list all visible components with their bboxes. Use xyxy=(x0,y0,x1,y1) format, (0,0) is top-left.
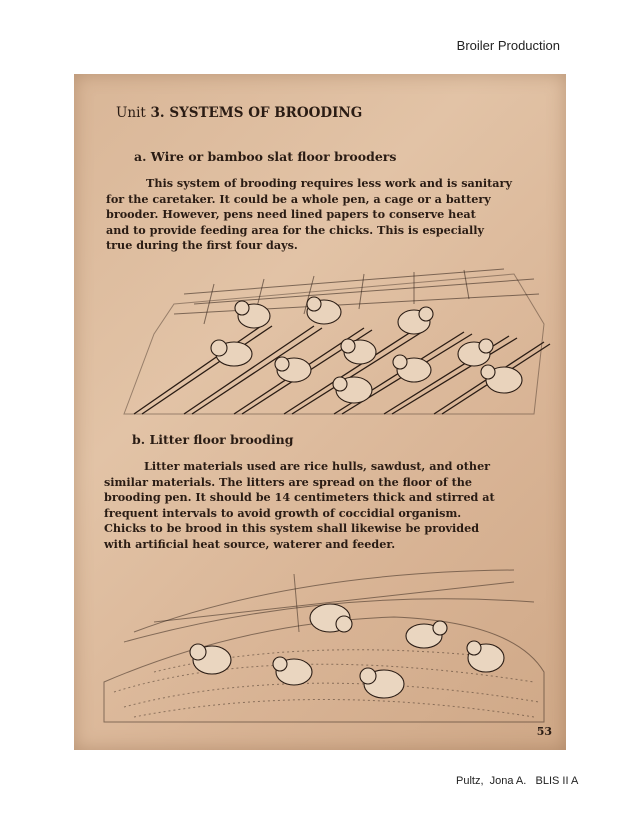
paragraph-line: Litter materials used are rice hulls, sawdust, and other xyxy=(144,459,491,473)
unit-title: 3. SYSTEMS OF BROODING xyxy=(150,105,363,121)
paragraph-line: with artificial heat source, waterer and feeder. xyxy=(104,536,396,551)
paragraph-line: brooder. However, pens need lined papers to conserve heat xyxy=(106,207,476,222)
paragraph-line: brooding pen. It should be 14 centimeters thick and stirred at xyxy=(104,490,495,505)
section-a-heading: a. Wire or bamboo slat floor brooders xyxy=(134,149,397,164)
paragraph-line: This system of brooding requires less work and is sanitary xyxy=(146,176,512,190)
section-b-paragraph xyxy=(104,459,495,553)
paragraph-line: true during the first four days. xyxy=(106,238,298,253)
unit-heading xyxy=(116,105,362,121)
unit-label: Unit xyxy=(116,105,146,121)
section-a-paragraph xyxy=(106,176,512,254)
paragraph-line: for the caretaker. It could be a whole pen, a cage or a battery xyxy=(106,191,491,206)
slat-floor-illustration xyxy=(114,264,554,424)
paragraph-line: frequent intervals to avoid growth of coccidial organism. xyxy=(104,505,462,520)
paragraph-line: and to provide feeding area for the chicks. This is especially xyxy=(106,222,485,237)
document-header: Broiler Production xyxy=(456,38,560,53)
section-b-heading: b. Litter floor brooding xyxy=(132,432,294,447)
scanned-page xyxy=(74,74,566,750)
document-footer: Pultz, Jona A. BLIS II A xyxy=(456,775,579,787)
page-number: 53 xyxy=(536,725,552,738)
paragraph-line: Chicks to be brood in this system shall likewise be provided xyxy=(104,521,480,536)
litter-floor-illustration xyxy=(94,562,554,730)
paragraph-line: similar materials. The litters are spread on the floor of the xyxy=(104,474,473,489)
